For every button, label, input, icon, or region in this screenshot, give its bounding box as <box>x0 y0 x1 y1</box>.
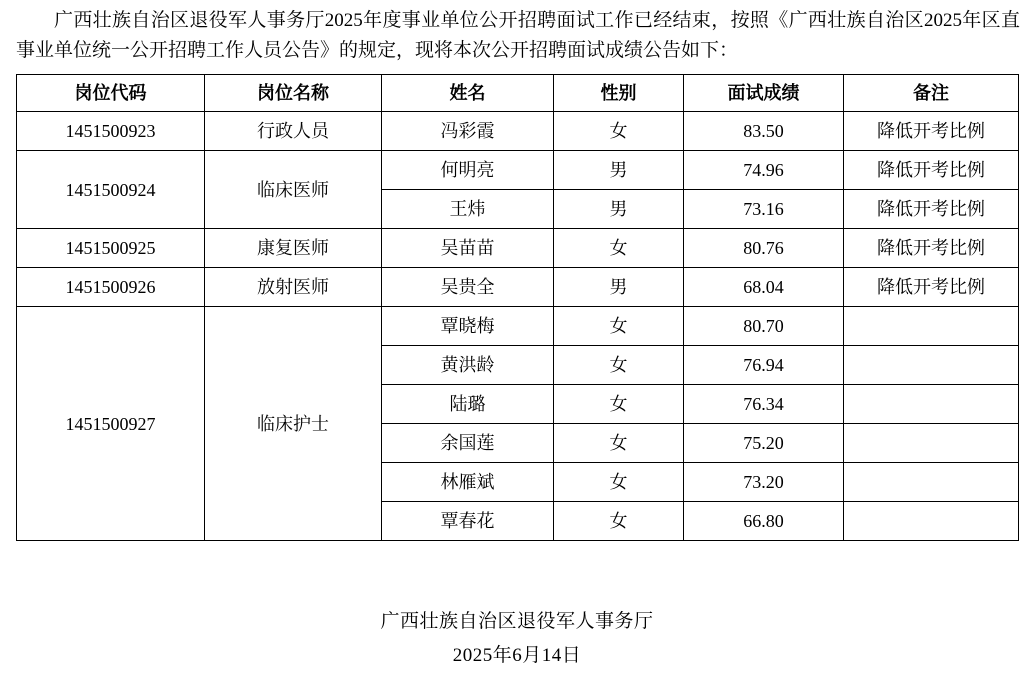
cell-gender: 男 <box>554 190 684 229</box>
cell-candidate-name: 吴贵全 <box>382 268 554 307</box>
cell-candidate-name: 吴苗苗 <box>382 229 554 268</box>
cell-gender: 女 <box>554 385 684 424</box>
cell-remark: 降低开考比例 <box>844 151 1019 190</box>
document-footer <box>0 605 1034 673</box>
cell-interview-score: 68.04 <box>684 268 844 307</box>
cell-remark <box>844 502 1019 541</box>
cell-interview-score: 80.76 <box>684 229 844 268</box>
table-header <box>17 75 1019 112</box>
intro-paragraph: 广西壮族自治区退役军人事务厅2025年度事业单位公开招聘面试工作已经结束，按照《广西壮族自治区2025年区直事业单位统一公开招聘工作人员公告》的规定，现将本次公开招聘面试成绩公告如下： <box>16 10 1020 61</box>
cell-gender: 女 <box>554 502 684 541</box>
cell-position-name: 行政人员 <box>205 112 382 151</box>
cell-candidate-name: 冯彩霞 <box>382 112 554 151</box>
cell-candidate-name: 何明亮 <box>382 151 554 190</box>
cell-remark <box>844 463 1019 502</box>
header-cell-position: 岗位名称 <box>205 75 382 112</box>
cell-gender: 男 <box>554 268 684 307</box>
cell-interview-score: 83.50 <box>684 112 844 151</box>
table-row <box>17 112 1019 151</box>
cell-interview-score: 75.20 <box>684 424 844 463</box>
cell-remark <box>844 346 1019 385</box>
cell-candidate-name: 覃晓梅 <box>382 307 554 346</box>
cell-position-code: 1451500925 <box>17 229 205 268</box>
cell-remark <box>844 307 1019 346</box>
table-row <box>17 229 1019 268</box>
header-cell-score: 面试成绩 <box>684 75 844 112</box>
cell-interview-score: 73.20 <box>684 463 844 502</box>
header-cell-code: 岗位代码 <box>17 75 205 112</box>
cell-candidate-name: 余国莲 <box>382 424 554 463</box>
header-cell-remark: 备注 <box>844 75 1019 112</box>
cell-position-name: 临床医师 <box>205 151 382 229</box>
cell-remark: 降低开考比例 <box>844 268 1019 307</box>
cell-interview-score: 74.96 <box>684 151 844 190</box>
table-row <box>17 151 1019 190</box>
cell-candidate-name: 林雁斌 <box>382 463 554 502</box>
cell-candidate-name: 陆璐 <box>382 385 554 424</box>
table-header-row <box>17 75 1019 112</box>
cell-gender: 女 <box>554 229 684 268</box>
cell-position-code: 1451500927 <box>17 307 205 541</box>
cell-gender: 女 <box>554 346 684 385</box>
interview-score-table <box>16 74 1019 541</box>
cell-position-name: 康复医师 <box>205 229 382 268</box>
cell-remark <box>844 424 1019 463</box>
cell-interview-score: 66.80 <box>684 502 844 541</box>
table-body <box>17 112 1019 541</box>
document-page <box>0 6 1034 686</box>
cell-candidate-name: 王炜 <box>382 190 554 229</box>
cell-interview-score: 76.34 <box>684 385 844 424</box>
cell-position-name: 临床护士 <box>205 307 382 541</box>
cell-remark: 降低开考比例 <box>844 190 1019 229</box>
cell-gender: 女 <box>554 307 684 346</box>
table-row <box>17 307 1019 346</box>
cell-interview-score: 80.70 <box>684 307 844 346</box>
cell-position-name: 放射医师 <box>205 268 382 307</box>
cell-remark <box>844 385 1019 424</box>
cell-position-code: 1451500923 <box>17 112 205 151</box>
cell-gender: 女 <box>554 112 684 151</box>
cell-gender: 男 <box>554 151 684 190</box>
footer-date: 2025年6月14日 <box>452 645 582 666</box>
cell-gender: 女 <box>554 463 684 502</box>
header-cell-gender: 性别 <box>554 75 684 112</box>
cell-position-code: 1451500924 <box>17 151 205 229</box>
cell-position-code: 1451500926 <box>17 268 205 307</box>
cell-interview-score: 76.94 <box>684 346 844 385</box>
cell-gender: 女 <box>554 424 684 463</box>
cell-interview-score: 73.16 <box>684 190 844 229</box>
cell-candidate-name: 黄洪龄 <box>382 346 554 385</box>
cell-candidate-name: 覃春花 <box>382 502 554 541</box>
cell-remark: 降低开考比例 <box>844 229 1019 268</box>
cell-remark: 降低开考比例 <box>844 112 1019 151</box>
table-row <box>17 268 1019 307</box>
footer-organization: 广西壮族自治区退役军人事务厅 <box>380 611 654 632</box>
header-cell-name: 姓名 <box>382 75 554 112</box>
